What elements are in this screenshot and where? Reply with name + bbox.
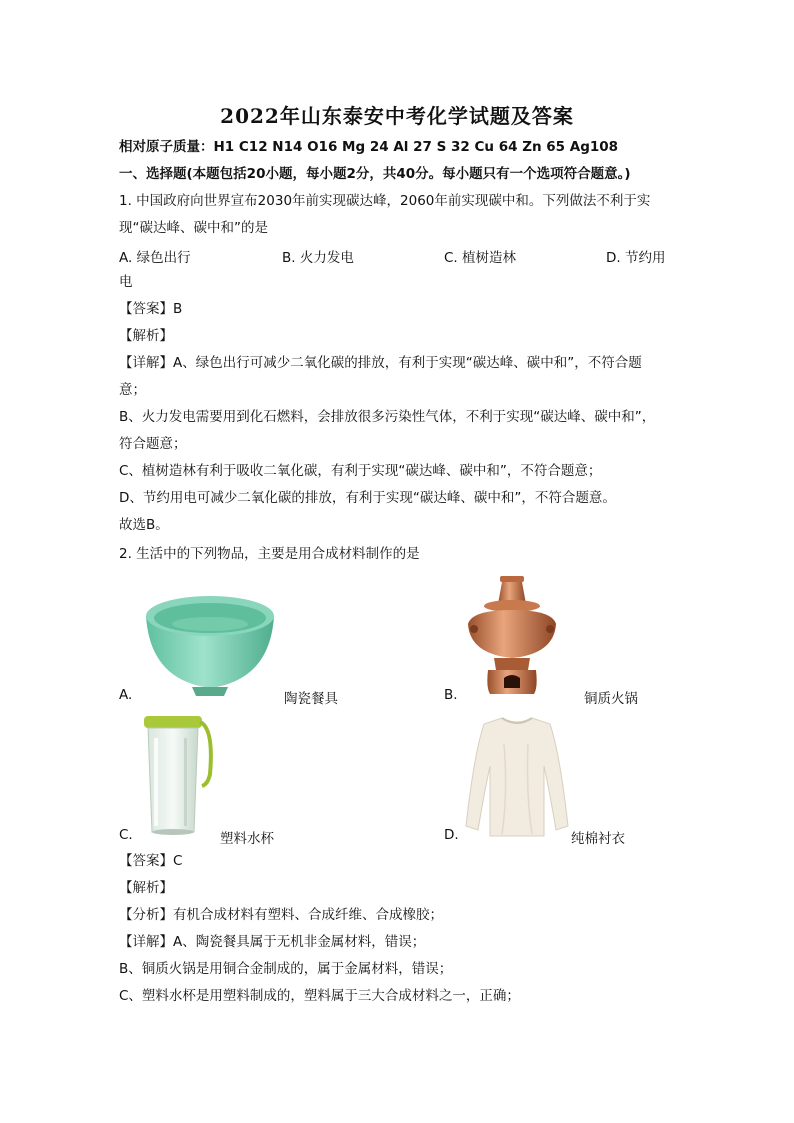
q2-fenxi: 【分析】有机合成材料有塑料、合成纤维、合成橡胶； — [119, 907, 443, 923]
q1-option-d-wrap: 电 — [119, 274, 133, 290]
q2-detail-line1: 【详解】A、陶瓷餐具属于无机非金属材料，错误； — [119, 934, 426, 950]
q2-option-c-caption: 塑料水杯 — [220, 831, 274, 847]
q2-detail-line2: B、铜质火锅是用铜合金制成的，属于金属材料，错误； — [119, 961, 453, 977]
q1-detail-line6: D、节约用电可减少二氧化碳的排放，有利于实现“碳达峰、碳中和”，不符合题意。 — [119, 490, 616, 506]
cotton-shirt-image — [464, 714, 570, 838]
q1-detail-line3: B、火力发电需要用到化石燃料，会排放很多污染性气体，不利于实现“碳达峰、碳中和”， — [119, 409, 656, 425]
q2-option-c-letter: C. — [119, 827, 133, 843]
q1-stem-line1: 1. 中国政府向世界宣布2030年前实现碳达峰，2060年前实现碳中和。下列做法不利于实 — [119, 193, 651, 209]
copper-hotpot-image — [462, 574, 562, 698]
q1-analysis-label: 【解析】 — [119, 328, 173, 344]
q1-option-c: C. 植树造林 — [444, 250, 517, 266]
q2-detail-line3: C、塑料水杯是用塑料制成的，塑料属于三大合成材料之一，正确； — [119, 988, 520, 1004]
q1-option-d: D. 节约用 — [606, 250, 666, 266]
q1-stem-line2: 现“碳达峰、碳中和”的是 — [119, 220, 268, 236]
plastic-cup-image — [140, 714, 220, 838]
section-heading: 一、选择题(本题包括20小题，每小题2分，共40分。每小题只有一个选项符合题意。) — [119, 166, 631, 182]
q2-option-b-letter: B. — [444, 687, 458, 703]
q1-option-a: A. 绿色出行 — [119, 250, 191, 266]
q2-stem: 2. 生活中的下列物品，主要是用合成材料制作的是 — [119, 546, 420, 562]
q2-option-a-letter: A. — [119, 687, 133, 703]
q2-analysis-label: 【解析】 — [119, 880, 173, 896]
q1-detail-line4: 符合题意； — [119, 436, 187, 452]
page-title: 2022年山东泰安中考化学试题及答案 — [220, 104, 574, 128]
q1-conclusion: 故选B。 — [119, 517, 169, 533]
q2-option-d-caption: 纯棉衬衣 — [571, 831, 625, 847]
q1-option-b: B. 火力发电 — [282, 250, 354, 266]
q2-option-d-letter: D. — [444, 827, 459, 843]
q1-detail-line1: 【详解】A、绿色出行可减少二氧化碳的排放，有利于实现“碳达峰、碳中和”，不符合题 — [119, 355, 642, 371]
atomic-mass-line: 相对原子质量：H1 C12 N14 O16 Mg 24 Al 27 S 32 Cu 64 Zn 65 Ag108 — [119, 139, 619, 155]
q2-answer: 【答案】C — [119, 853, 183, 869]
q1-detail-line2: 意； — [119, 382, 146, 398]
q1-answer: 【答案】B — [119, 301, 183, 317]
q2-option-a-caption: 陶瓷餐具 — [284, 691, 338, 707]
ceramic-bowl-image — [140, 588, 280, 698]
q2-option-b-caption: 铜质火锅 — [584, 691, 638, 707]
q1-detail-line5: C、植树造林有利于吸收二氧化碳，有利于实现“碳达峰、碳中和”，不符合题意； — [119, 463, 602, 479]
